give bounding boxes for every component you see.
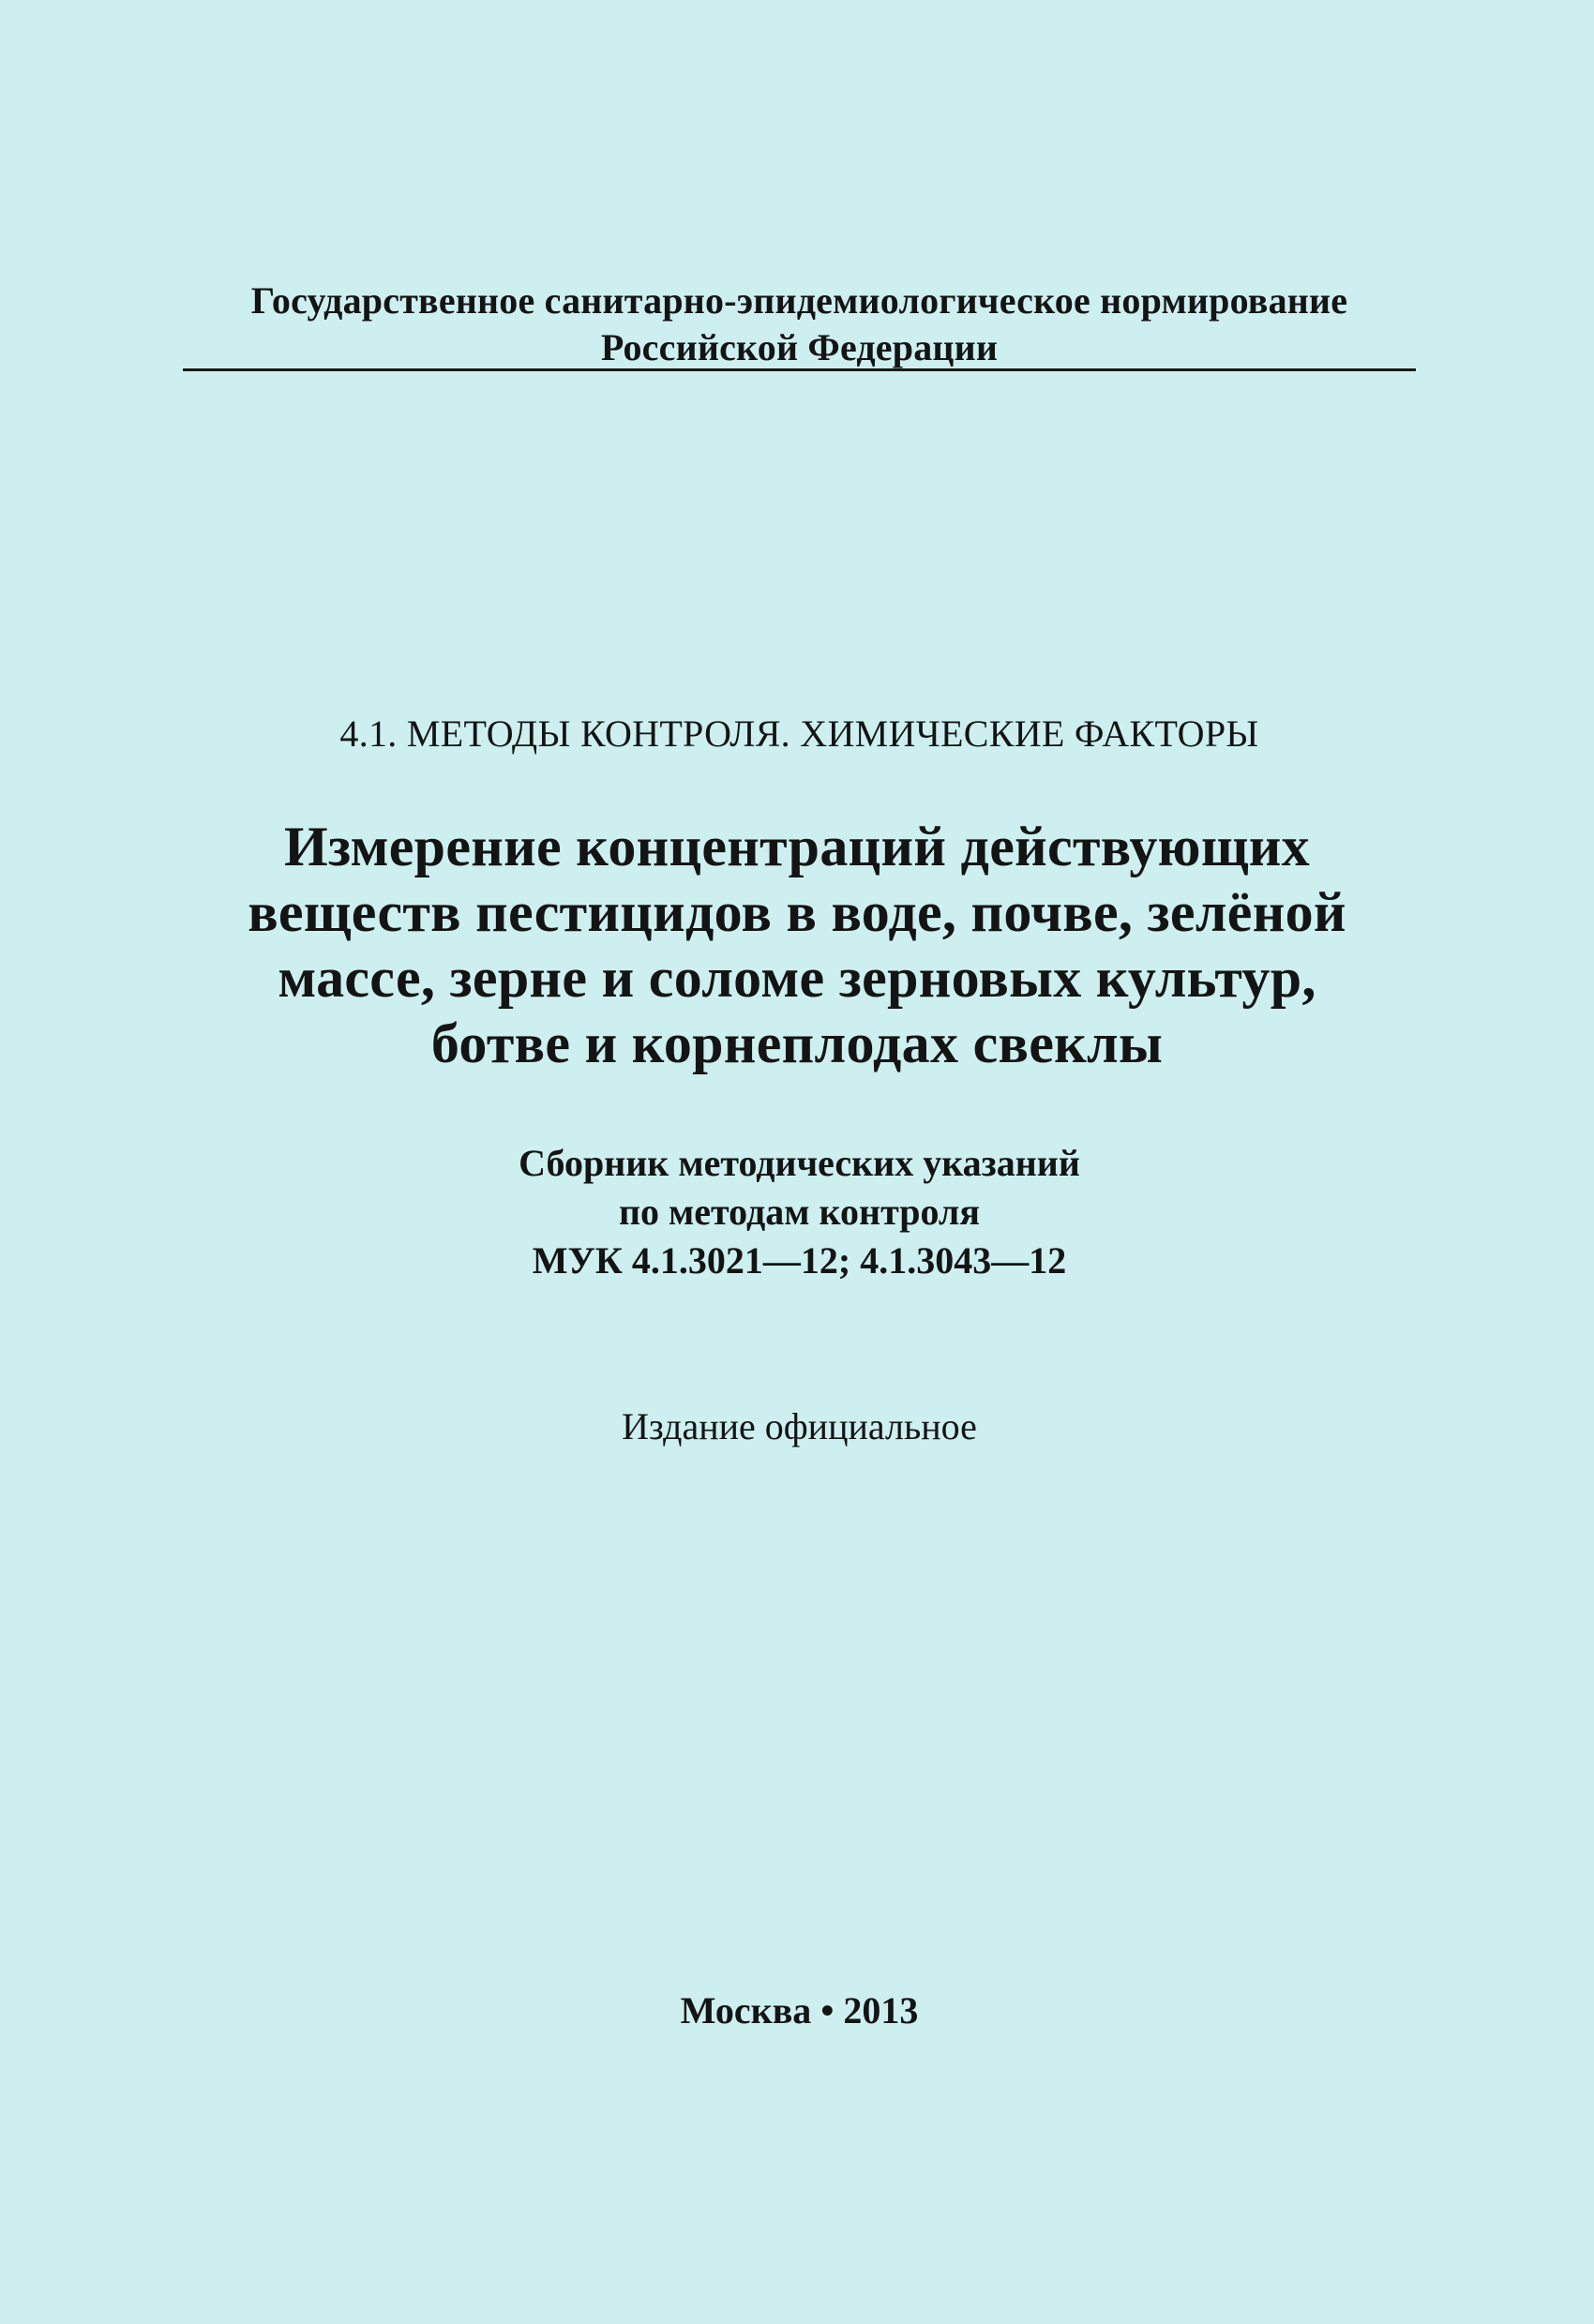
imprint-year: 2013 bbox=[843, 1989, 919, 2032]
subtitle-line: МУК 4.1.3021—12; 4.1.3043—12 bbox=[532, 1239, 1067, 1282]
title-line: массе, зерне и соломе зерновых культур, bbox=[278, 947, 1316, 1009]
authority-line: Государственное санитарно-эпидемиологическое нормирование bbox=[250, 279, 1348, 322]
edition-label: Издание официальное bbox=[622, 1405, 977, 1447]
title-line: ботве и корнеплодах свеклы bbox=[430, 1012, 1164, 1074]
document-title bbox=[150, 814, 1444, 1076]
series-heading: 4.1. МЕТОДЫ КОНТРОЛЯ. ХИМИЧЕСКИЕ ФАКТОРЫ bbox=[339, 712, 1259, 755]
publication-imprint bbox=[183, 1987, 1416, 2034]
title-line: Измерение концентраций действующих bbox=[284, 816, 1310, 877]
subtitle-line: Сборник методических указаний bbox=[519, 1142, 1080, 1184]
issuing-authority bbox=[183, 277, 1416, 371]
title-line: веществ пестицидов в воде, почве, зелёной bbox=[248, 881, 1346, 943]
authority-line: Российской Федерации bbox=[600, 326, 999, 368]
header-divider bbox=[183, 368, 1416, 371]
imprint-city: Москва bbox=[680, 1989, 812, 2032]
document-subtitle bbox=[183, 1139, 1416, 1285]
imprint-separator: • bbox=[820, 1989, 835, 2032]
subtitle-line: по методам контроля bbox=[619, 1191, 980, 1233]
